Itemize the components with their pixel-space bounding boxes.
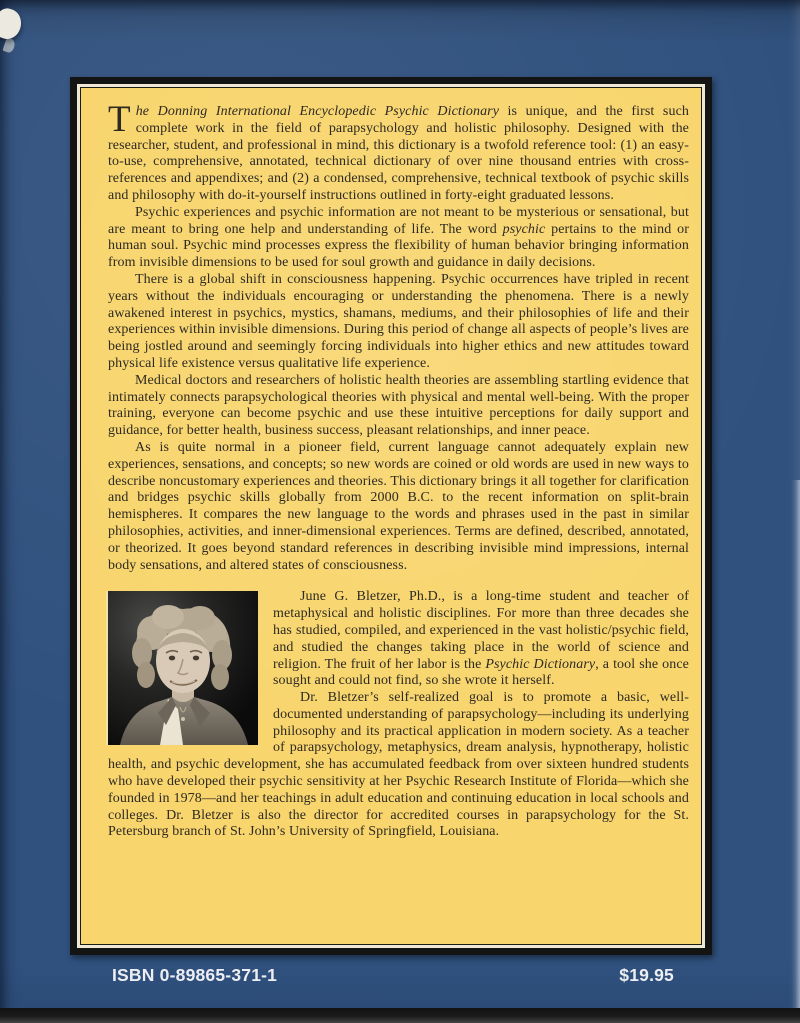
paragraph: Medical doctors and researchers of holistic health theories are assembling startling evidence that intimately connects parapsychological theories with physical and mental well-being. With the proper training, everyone can become psychic and use these intuitive perceptions for daily support and guidance, for better health, business success, pleasant relationships, and inner peace. — [108, 372, 689, 439]
text-panel-frame — [70, 77, 712, 955]
drop-cap: T — [108, 99, 131, 140]
paragraph: Psychic experiences and psychic information are not meant to be mysterious or sensational, but are meant to bring one help and understanding of life. The word psychic pertains to the mind or human soul. Psychic mind processes express the flexibility of human behavior bringing information from invisible dimensions to be used for soul growth and guidance in daily decisions. — [108, 204, 689, 271]
text-panel-inner-border — [77, 84, 705, 948]
book-description — [108, 99, 689, 574]
price-text: $19.95 — [619, 965, 674, 985]
paragraph: June G. Bletzer, Ph.D., is a long-time student and teacher of metaphysical and holistic disciplines. For more than three decades she has studied, compiled, and experienced in the vast holistic/psychic field, and studied the changes taking place in the world of science and religion. The fruit of her labor is the Psychic Dictionary, a tool she once sought and could not find, so she wrote it herself. — [273, 589, 689, 689]
scan-blemish — [0, 6, 25, 43]
isbn-text: ISBN 0-89865-371-1 — [112, 965, 278, 985]
scan-bottom-edge — [0, 1008, 800, 1023]
paragraph: The Donning International Encyclopedic Psychic Dictionary is unique, and the first such complete work in the field of parapsychology and holistic philosophy. Designed with the researcher, student, and professional in mind, this dictionary is a twofold reference tool: (1) an easy-to-use, comprehensive, annotated, technical dictionary of over nine thousand entries with cross-references and appendixes; and (2) a condensed, comprehensive, technical textbook of psychic skills and philosophy with do-it-yourself instructions outlined in forty-eight graduated lessons. — [108, 99, 689, 203]
paragraph: As is quite normal in a pioneer field, current language cannot adequately explain new experiences, sensations, and concepts; so new words are coined or old words are used in new ways to describe noncustomary experiences and theories. This dictionary brings it all together for clarification and bridges psychic skills globally from 2000 B.C. to the recent information on split-brain hemispheres. It compares the new language to the words and phrases used in the past in similar philosophies, activities, and inner-dimensional experiences. Terms are defined, described, annotated, or theorized. It goes beyond standard references in describing invisible mind impressions, internal body sensations, and altered states of consciousness. — [108, 439, 689, 573]
author-bio — [108, 589, 689, 841]
paragraph: Dr. Bletzer’s self-realized goal is to promote a basic, well-documented understanding of parapsychology—including its underlying philosophy and its practical application in modern society. As a teacher of parapsychology, metaphysics, dream analysis, hypnotherapy, holistic health, and psychic development, she has accumulated feedback from over sixteen hundred students who have developed their psychic sensitivity at her Psychic Research Institute of Florida—which she founded in 1978—and her teachings in adult education and continuing education in local schools and colleges. Dr. Bletzer is also the director for accredited courses in parapsychology for the St. Petersburg branch of St. John’s University of Springfield, Louisiana. — [108, 690, 689, 840]
paragraph: There is a global shift in consciousness happening. Psychic occurrences have tripled in recent years without the individuals encouraging or understanding the phenomena. There is a newly awakened interest in psychics, mystics, shamans, mediums, and their philosophies of life and their experiences within invisible dimensions. During this period of change all aspects of people’s lives are being jostled around and seemingly forcing individuals into higher ethics and new attitudes toward physical life existence versus qualitative life experience. — [108, 271, 689, 371]
author-photo — [108, 591, 258, 745]
scan-edge-wear — [791, 480, 800, 1009]
footer-row — [112, 965, 674, 986]
text-panel — [80, 87, 702, 945]
author-portrait-graphic — [108, 591, 258, 745]
